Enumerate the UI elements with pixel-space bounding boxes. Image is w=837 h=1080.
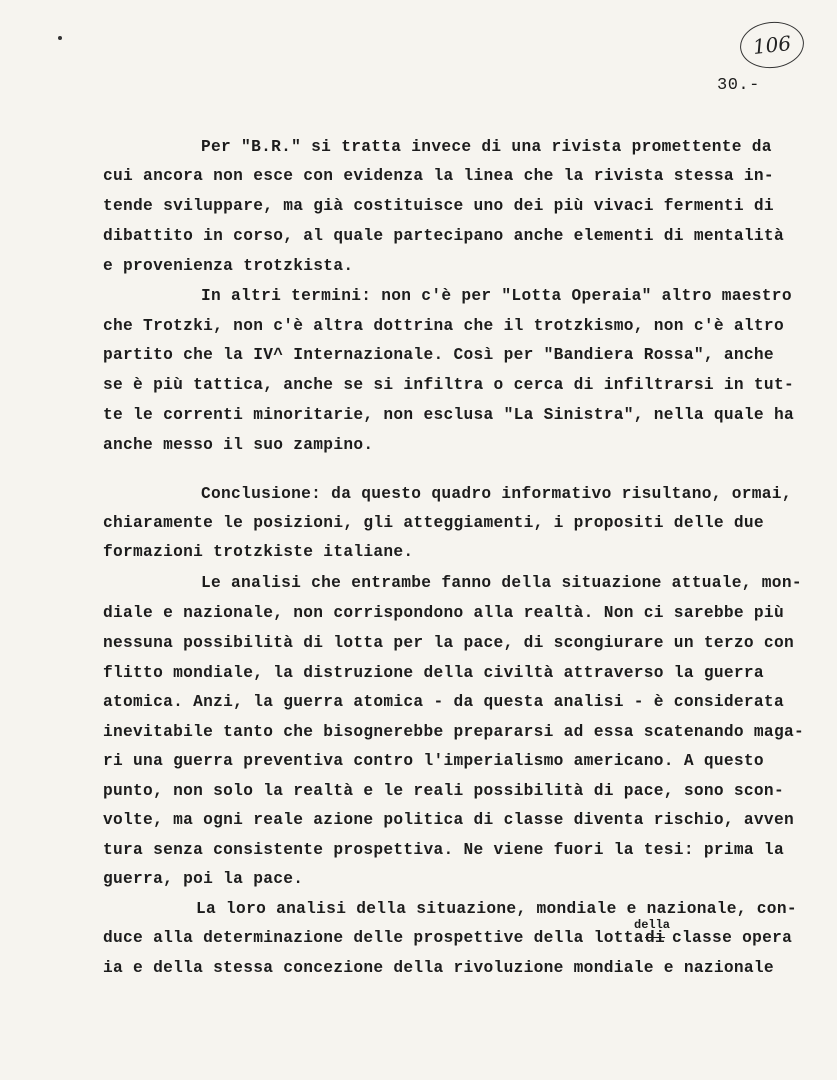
text-line: cui ancora non esce con evidenza la linea che la rivista stessa in- bbox=[103, 167, 774, 185]
text-line: Le analisi che entrambe fanno della situazione attuale, mon- bbox=[201, 574, 802, 592]
text-line: volte, ma ogni reale azione politica di classe diventa rischio, avven bbox=[103, 811, 794, 829]
text-line: ri una guerra preventiva contro l'imperialismo americano. A questo bbox=[103, 752, 764, 770]
ink-spot bbox=[58, 36, 62, 40]
struck-word: di bbox=[645, 929, 666, 947]
text-line: La loro analisi della situazione, mondiale e nazionale, con- bbox=[196, 900, 797, 918]
page-number: 30.- bbox=[717, 76, 760, 95]
page-stamp: 106 bbox=[738, 19, 806, 71]
text-line: dibattito in corso, al quale partecipano anche elementi di mentalità bbox=[103, 227, 784, 245]
text-line: te le correnti minoritarie, non esclusa "La Sinistra", nella quale ha bbox=[103, 406, 794, 424]
text-line: nessuna possibilità di lotta per la pace, di scongiurare un terzo con bbox=[103, 634, 794, 652]
text-line: guerra, poi la pace. bbox=[103, 870, 304, 888]
text-line: flitto mondiale, la distruzione della civiltà attraverso la guerra bbox=[103, 664, 764, 682]
text-line: punto, non solo la realtà e le reali possibilità di pace, sono scon- bbox=[103, 782, 784, 800]
text-line: partito che la IV^ Internazionale. Così per "Bandiera Rossa", anche bbox=[103, 346, 774, 364]
text-line: anche messo il suo zampino. bbox=[103, 436, 374, 454]
text-line: duce alla determinazione delle prospettive della lotta bbox=[103, 929, 644, 947]
text-line: ia e della stessa concezione della rivoluzione mondiale e nazionale bbox=[103, 959, 774, 977]
text-line: Conclusione: da questo quadro informativo risultano, ormai, bbox=[201, 485, 792, 503]
text-line: tura senza consistente prospettiva. Ne viene fuori la tesi: prima la bbox=[103, 841, 784, 859]
handwritten-correction: della bbox=[634, 918, 671, 932]
text-line: tende sviluppare, ma già costituisce uno dei più vivaci fermenti di bbox=[103, 197, 774, 215]
text-line: atomica. Anzi, la guerra atomica - da questa analisi - è considerata bbox=[103, 693, 784, 711]
text-line: In altri termini: non c'è per "Lotta Operaia" altro maestro bbox=[201, 287, 792, 305]
text-line: e provenienza trotzkista. bbox=[103, 257, 354, 275]
text-line: diale e nazionale, non corrispondono alla realtà. Non ci sarebbe più bbox=[103, 604, 784, 622]
text-line: inevitabile tanto che bisognerebbe prepararsi ad essa scatenando maga- bbox=[103, 723, 804, 741]
text-line: formazioni trotzkiste italiane. bbox=[103, 543, 414, 561]
text-line: che Trotzki, non c'è altra dottrina che il trotzkismo, non c'è altro bbox=[103, 317, 784, 335]
text-line: Per "B.R." si tratta invece di una rivista promettente da bbox=[201, 138, 772, 156]
text-line: chiaramente le posizioni, gli atteggiamenti, i propositi delle due bbox=[103, 514, 764, 532]
text-line: classe opera bbox=[672, 929, 793, 947]
text-line: se è più tattica, anche se si infiltra o cerca di infiltrarsi in tut- bbox=[103, 376, 794, 394]
